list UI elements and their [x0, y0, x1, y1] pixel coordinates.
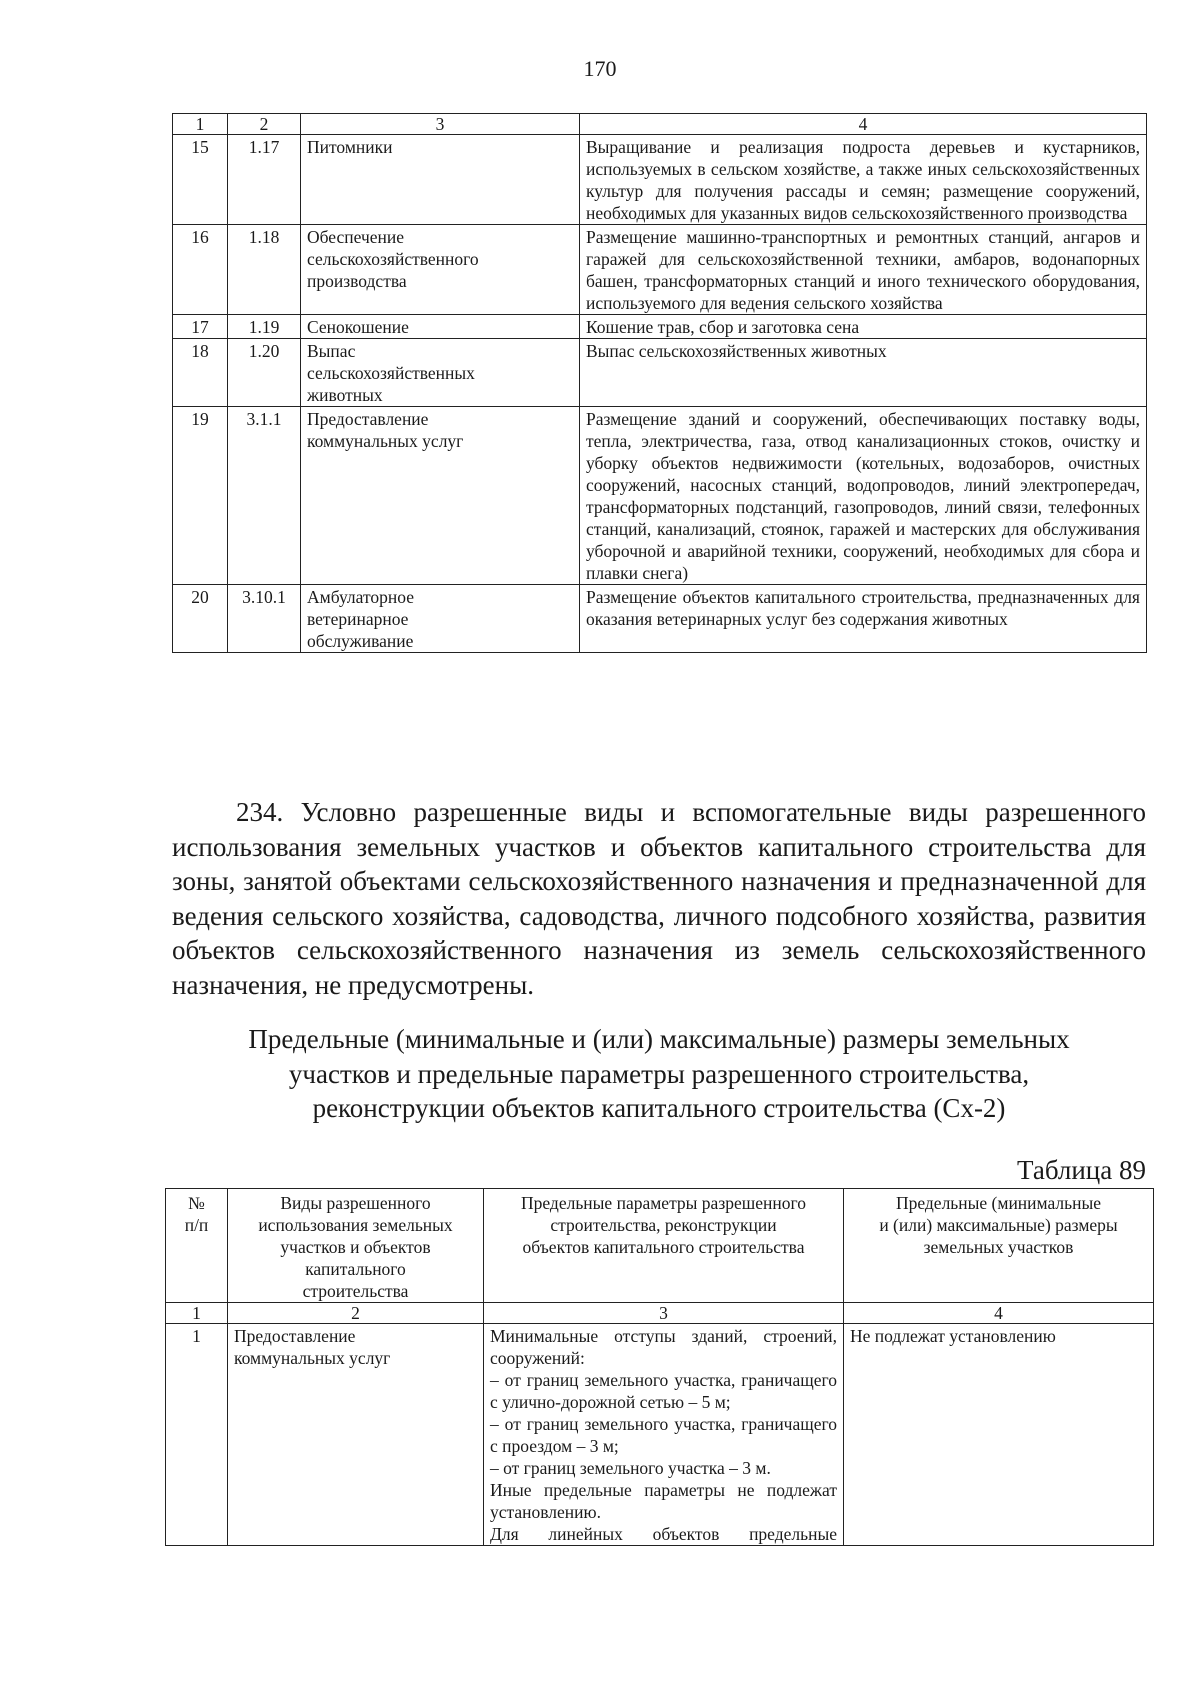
section-heading: [172, 1022, 1146, 1126]
column-number-4: 4: [844, 1303, 1154, 1324]
use-name: Предоставление коммунальных услуг: [301, 407, 580, 585]
column-number-2: 2: [228, 114, 301, 135]
row-number: 17: [173, 315, 228, 339]
header-sizes: Предельные (минимальные и (или) максимальные) размеры земельных участков: [844, 1189, 1154, 1303]
use-name: Предоставление коммунальных услуг: [228, 1324, 484, 1546]
row-number: 18: [173, 339, 228, 407]
use-name: Питомники: [301, 135, 580, 225]
header-parameters: Предельные параметры разрешенного строительства, реконструкции объектов капитального строительства: [484, 1189, 844, 1303]
parameters-text: Минимальные отступы зданий, строений, сооружений: – от границ земельного участка, граничащего с улично-дорожной сетью – 5 м; – от границ земельного участка, граничащего с проездом – 3 м; – от границ земельного участка – 3 м. Иные предельные параметры не подлежат установлению. Для линейных объектов предельные: [484, 1324, 844, 1546]
table-label: Таблица 89: [1017, 1155, 1146, 1185]
use-name: Выпас сельскохозяйственных животных: [301, 339, 580, 407]
column-number-1: 1: [173, 114, 228, 135]
table-row: [173, 225, 1147, 315]
heading-line: реконструкции объектов капитального строительства (Сх-2): [312, 1093, 1006, 1123]
use-code: 1.18: [228, 225, 301, 315]
row-number: 16: [173, 225, 228, 315]
row-number: 1: [166, 1324, 228, 1546]
use-name: Сенокошение: [301, 315, 580, 339]
table-row: [166, 1324, 1154, 1546]
use-code: 1.20: [228, 339, 301, 407]
table-row: [173, 407, 1147, 585]
use-description: Выращивание и реализация подроста деревьев и кустарников, используемых в сельском хозяйстве, а также иных сельскохозяйственных культур для получения рассады и семян; размещение сооружений, необходимых для указанных видов сельскохозяйственного производства: [580, 135, 1147, 225]
uses-table: [172, 113, 1147, 653]
limits-table-number-row: [166, 1303, 1154, 1324]
heading-line: участков и предельные параметры разрешенного строительства,: [288, 1058, 1030, 1089]
use-description: Размещение зданий и сооружений, обеспечивающих поставку воды, тепла, электричества, газа, отвод канализационных стоков, очистку и уборку объектов недвижимости (котельных, водозаборов, очистных сооружений, насосных станций, водопроводов, линий электропередач, трансформаторных подстанций, газопроводов, линий связи, телефонных станций, канализаций, стоянок, гаражей и мастерских для обслуживания уборочной и аварийной техники, сооружений, необходимых для сбора и плавки снега): [580, 407, 1147, 585]
use-description: Размещение машинно-транспортных и ремонтных станций, ангаров и гаражей для сельскохозяйственной техники, амбаров, водонапорных башен, трансформаторных станций и иного технического оборудования, используемого для ведения сельского хозяйства: [580, 225, 1147, 315]
heading-line: Предельные (минимальные и (или) максимальные) размеры земельных: [248, 1024, 1070, 1054]
paragraph-234: 234. Условно разрешенные виды и вспомогательные виды разрешенного использования земельных участков и объектов капитального строительства для зоны, занятой объектами сельскохозяйственного назначения и предназначенной для ведения сельского хозяйства, садоводства, личного подсобного хозяйства, развития объектов сельскохозяйственного назначения из земель сельскохозяйственного назначения, не предусмотрены.: [172, 797, 1146, 1000]
row-number: 15: [173, 135, 228, 225]
row-number: 20: [173, 585, 228, 653]
column-number-2: 2: [228, 1303, 484, 1324]
table-row: [173, 339, 1147, 407]
use-code: 1.19: [228, 315, 301, 339]
use-description: Размещение объектов капитального строительства, предназначенных для оказания ветеринарных услуг без содержания животных: [580, 585, 1147, 653]
table-row: [173, 315, 1147, 339]
column-number-4: 4: [580, 114, 1147, 135]
page-number: 170: [583, 56, 617, 81]
use-code: 3.1.1: [228, 407, 301, 585]
header-number: № п/п: [166, 1189, 228, 1303]
column-number-3: 3: [484, 1303, 844, 1324]
table-row: [173, 135, 1147, 225]
use-code: 1.17: [228, 135, 301, 225]
use-name: Амбулаторное ветеринарное обслуживание: [301, 585, 580, 653]
use-code: 3.10.1: [228, 585, 301, 653]
uses-table-header-row: [173, 114, 1147, 135]
column-number-1: 1: [166, 1303, 228, 1324]
sizes-text: Не подлежат установлению: [844, 1324, 1154, 1546]
table-row: [173, 585, 1147, 653]
limits-table: [165, 1188, 1154, 1546]
row-number: 19: [173, 407, 228, 585]
use-description: Кошение трав, сбор и заготовка сена: [580, 315, 1147, 339]
column-number-3: 3: [301, 114, 580, 135]
limits-table-header-row: [166, 1189, 1154, 1303]
use-name: Обеспечение сельскохозяйственного производства: [301, 225, 580, 315]
use-description: Выпас сельскохозяйственных животных: [580, 339, 1147, 407]
header-use-types: Виды разрешенного использования земельных участков и объектов капитального строительства: [228, 1189, 484, 1303]
